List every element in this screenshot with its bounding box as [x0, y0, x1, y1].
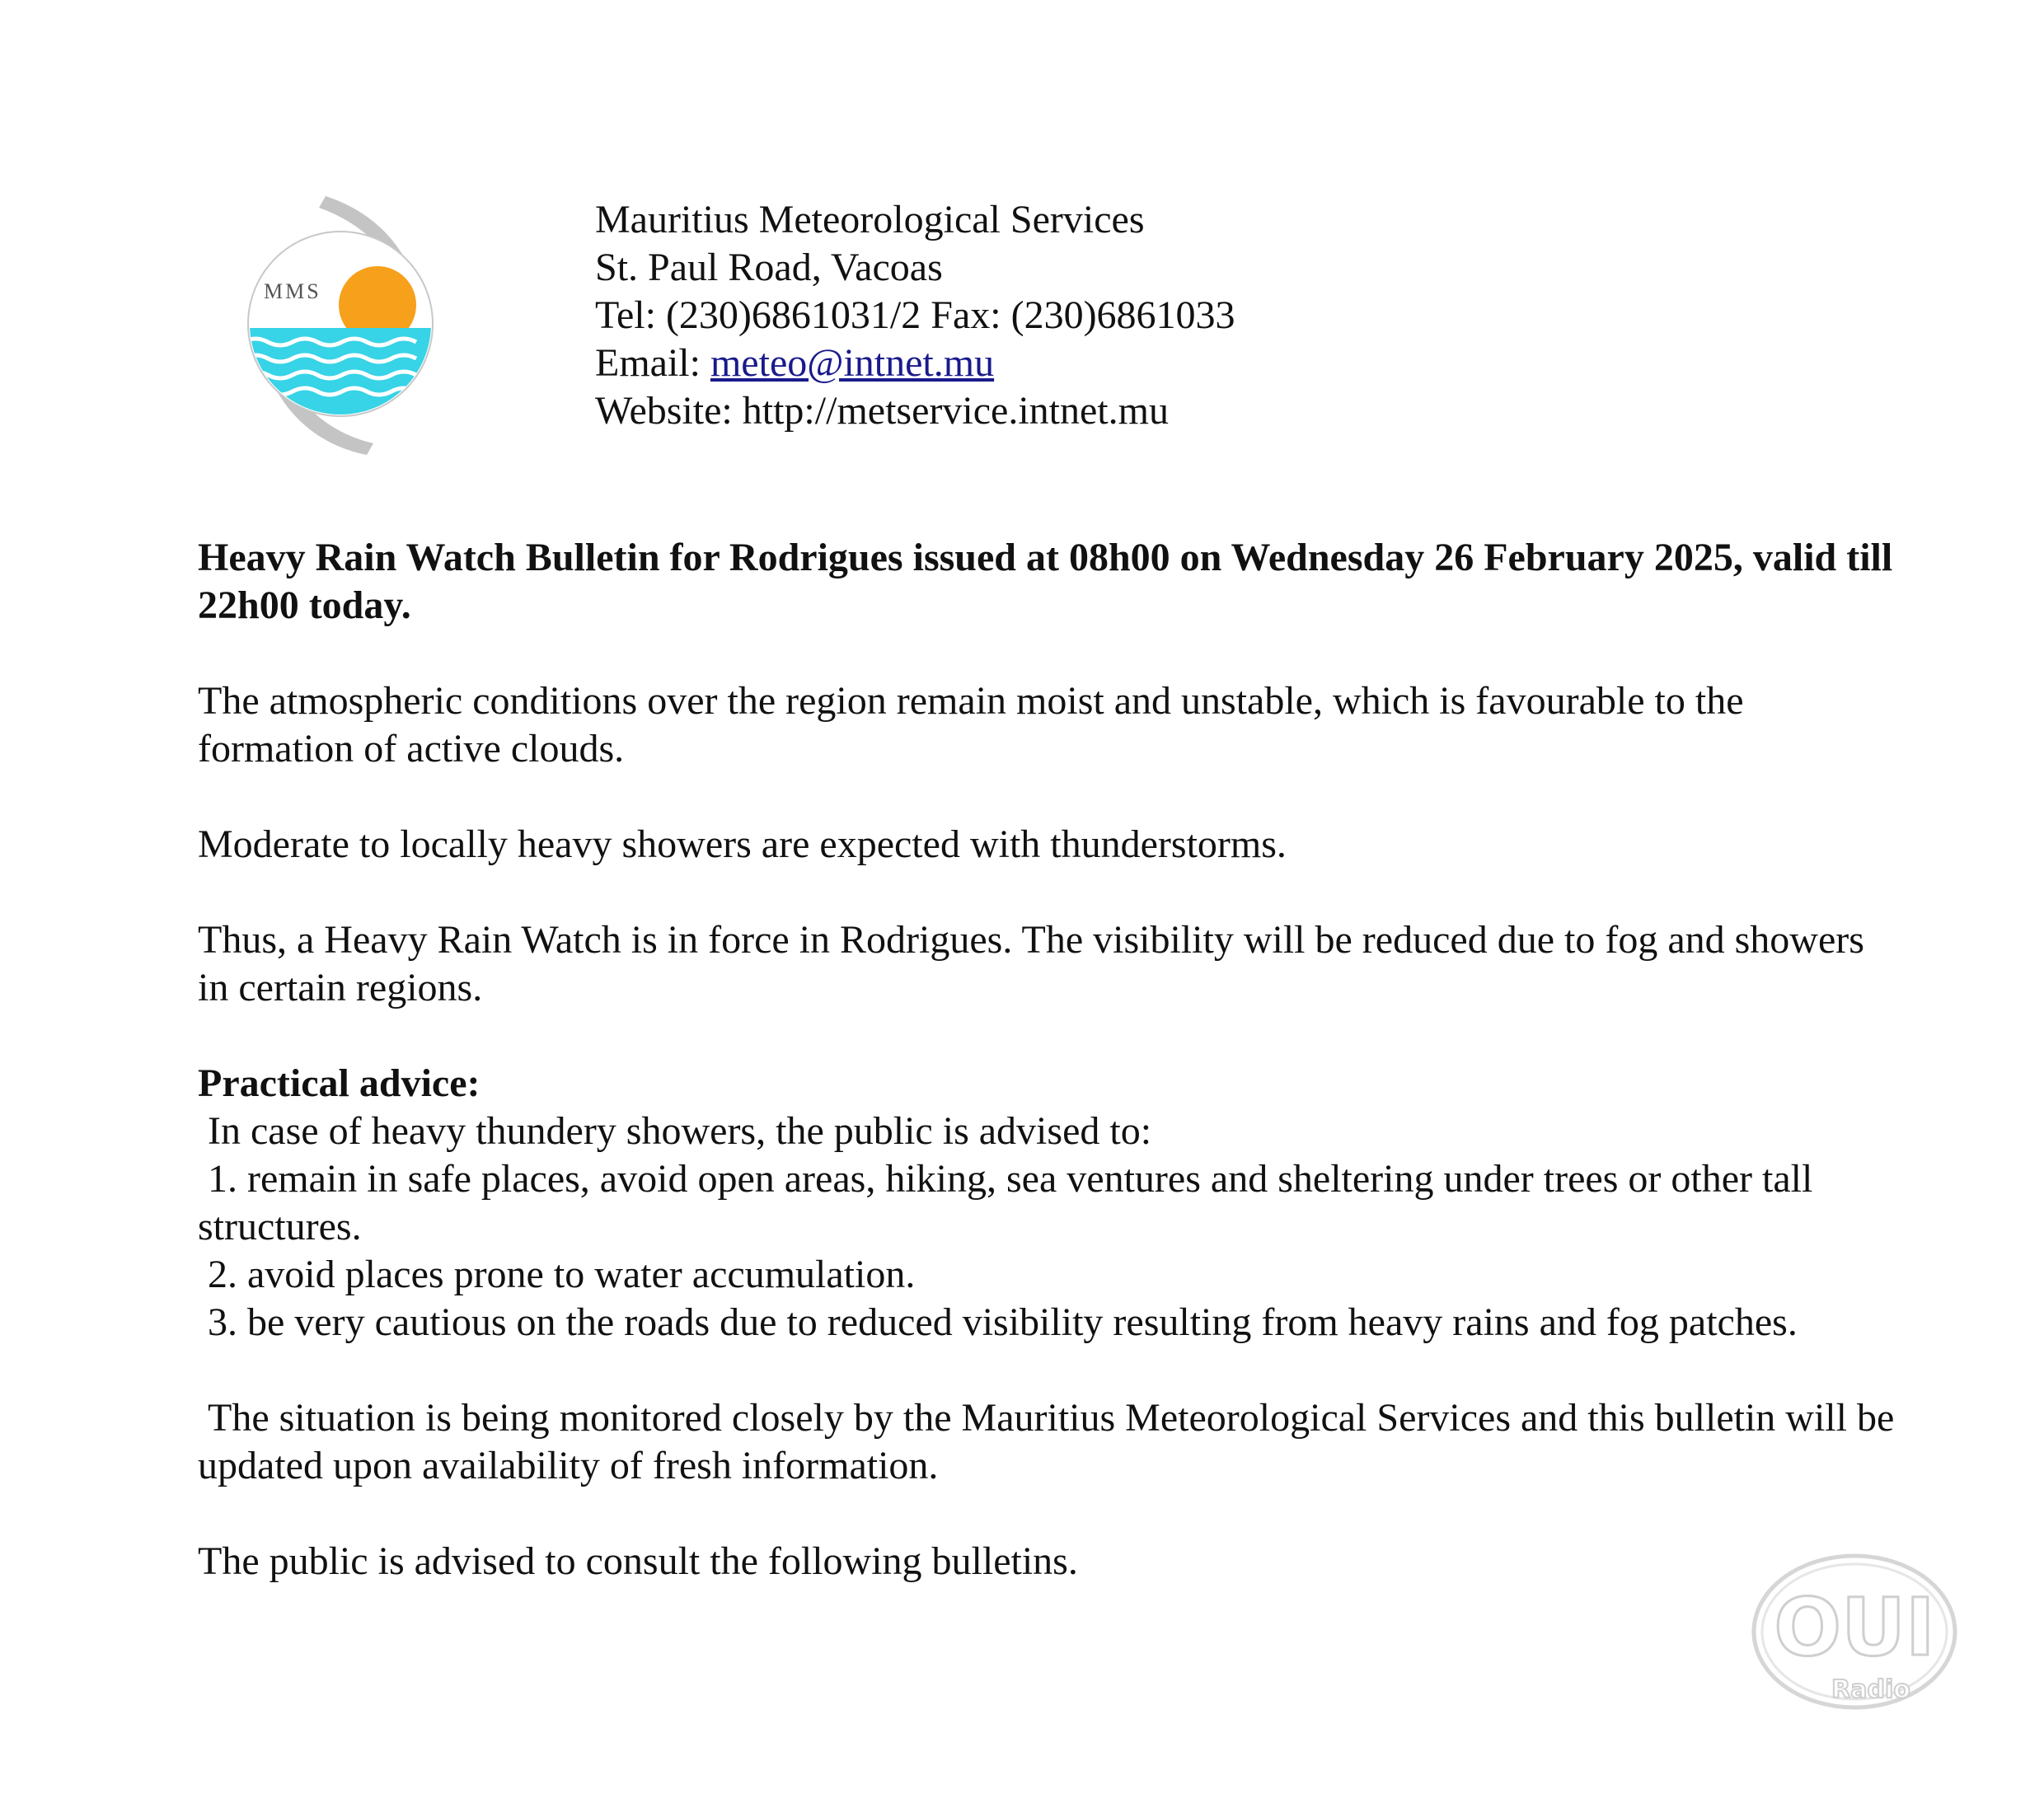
- org-name: Mauritius Meteorological Services: [595, 198, 1145, 241]
- advice-item: 1. remain in safe places, avoid open areas, hiking, sea ventures and sheltering under trees or other tall structures.: [198, 1157, 1823, 1248]
- advice-item: 3. be very cautious on the roads due to reduced visibility resulting from heavy rains and fog patches.: [198, 1300, 1798, 1344]
- paragraph-watch: Thus, a Heavy Rain Watch is in force in Rodrigues. The visibility will be reduced due to fog and showers in certain regions.: [198, 918, 1864, 1009]
- org-website: Website: http://metservice.intnet.mu: [595, 389, 1169, 433]
- org-phone: Tel: (230)6861031/2 Fax: (230)6861033: [595, 293, 1235, 337]
- paragraph-consult: The public is advised to consult the following bulletins.: [198, 1539, 1078, 1583]
- logo-text: MMS: [264, 279, 321, 303]
- advice-item: 2. avoid places prone to water accumulation.: [198, 1253, 916, 1296]
- paragraph-conditions: The atmospheric conditions over the region remain moist and unstable, which is favourable to the formation of active clouds.: [198, 679, 1744, 771]
- oui-radio-watermark: [1747, 1549, 1962, 1722]
- email-link[interactable]: meteo@intnet.mu: [710, 341, 995, 385]
- letterhead: [595, 196, 1235, 435]
- advice-intro: In case of heavy thundery showers, the public is advised to:: [198, 1109, 1152, 1153]
- bulletin-title: Heavy Rain Watch Bulletin for Rodrigues issued at 08h00 on Wednesday 26 February 2025, valid till 22h00 today.: [198, 536, 1893, 627]
- paragraph-showers: Moderate to locally heavy showers are expected with thunderstorms.: [198, 822, 1287, 866]
- paragraph-monitoring: The situation is being monitored closely by the Mauritius Meteorological Services and this bulletin will be updated upon availability of fresh information.: [198, 1396, 1905, 1487]
- watermark-sub: Radio: [1831, 1675, 1910, 1704]
- mms-logo: [243, 190, 449, 461]
- email-label: Email:: [595, 341, 710, 385]
- org-email-line: [595, 340, 1235, 387]
- advice-heading: Practical advice:: [198, 1061, 481, 1105]
- bulletin-body: [198, 534, 1904, 1586]
- watermark-text: OUI: [1774, 1581, 1935, 1674]
- org-address: St. Paul Road, Vacoas: [595, 246, 943, 289]
